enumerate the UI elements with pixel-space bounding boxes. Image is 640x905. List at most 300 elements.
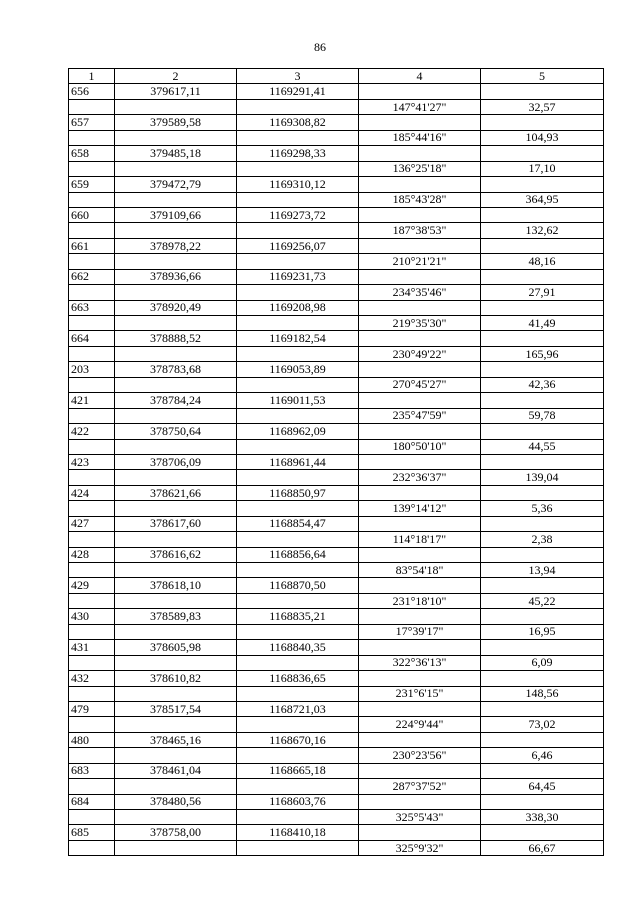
empty-cell [69, 840, 115, 855]
empty-cell [69, 439, 115, 454]
point-id-cell: 662 [69, 269, 115, 284]
empty-cell [115, 254, 237, 269]
bearing-angle-cell: 224°9'44" [359, 717, 481, 732]
empty-cell [69, 655, 115, 670]
empty-cell [115, 686, 237, 701]
empty-cell [237, 748, 359, 763]
empty-cell [359, 362, 481, 377]
segment-row [69, 254, 604, 269]
x-coordinate-cell: 378621,66 [115, 485, 237, 500]
empty-cell [237, 624, 359, 639]
empty-cell [69, 470, 115, 485]
point-row [69, 671, 604, 686]
x-coordinate-cell: 378465,16 [115, 732, 237, 747]
point-id-cell: 663 [69, 300, 115, 315]
point-row [69, 732, 604, 747]
empty-cell [237, 130, 359, 145]
empty-cell [115, 439, 237, 454]
segment-length-cell: 73,02 [481, 717, 604, 732]
point-id-cell: 658 [69, 146, 115, 161]
x-coordinate-cell: 378978,22 [115, 238, 237, 253]
empty-cell [481, 578, 604, 593]
empty-cell [359, 547, 481, 562]
point-row [69, 547, 604, 562]
empty-cell [69, 686, 115, 701]
empty-cell [359, 701, 481, 716]
x-coordinate-cell: 378589,83 [115, 609, 237, 624]
coordinates-table [68, 68, 604, 856]
segment-length-cell: 66,67 [481, 840, 604, 855]
empty-cell [481, 701, 604, 716]
x-coordinate-cell: 378758,00 [115, 825, 237, 840]
empty-cell [359, 485, 481, 500]
y-coordinate-cell: 1169291,41 [237, 84, 359, 99]
empty-cell [115, 285, 237, 300]
column-header-3: 3 [237, 69, 359, 84]
point-row [69, 207, 604, 222]
y-coordinate-cell: 1168835,21 [237, 609, 359, 624]
point-id-cell: 664 [69, 331, 115, 346]
y-coordinate-cell: 1168836,65 [237, 671, 359, 686]
empty-cell [359, 454, 481, 469]
point-row [69, 609, 604, 624]
empty-cell [359, 84, 481, 99]
x-coordinate-cell: 378616,62 [115, 547, 237, 562]
bearing-angle-cell: 230°23'56" [359, 748, 481, 763]
point-row [69, 115, 604, 130]
point-row [69, 300, 604, 315]
empty-cell [69, 624, 115, 639]
empty-cell [237, 717, 359, 732]
bearing-angle-cell: 234°35'46" [359, 285, 481, 300]
segment-row [69, 285, 604, 300]
segment-length-cell: 13,94 [481, 563, 604, 578]
y-coordinate-cell: 1168961,44 [237, 454, 359, 469]
point-row [69, 701, 604, 716]
empty-cell [359, 825, 481, 840]
empty-cell [359, 763, 481, 778]
empty-cell [237, 470, 359, 485]
empty-cell [69, 130, 115, 145]
empty-cell [115, 192, 237, 207]
segment-row [69, 408, 604, 423]
bearing-angle-cell: 235°47'59" [359, 408, 481, 423]
empty-cell [69, 717, 115, 732]
segment-row [69, 346, 604, 361]
empty-cell [115, 346, 237, 361]
empty-cell [115, 223, 237, 238]
segment-row [69, 593, 604, 608]
point-id-cell: 424 [69, 485, 115, 500]
empty-cell [69, 563, 115, 578]
empty-cell [115, 779, 237, 794]
x-coordinate-cell: 378784,24 [115, 393, 237, 408]
y-coordinate-cell: 1168854,47 [237, 516, 359, 531]
segment-length-cell: 104,93 [481, 130, 604, 145]
segment-length-cell: 32,57 [481, 99, 604, 114]
point-id-cell: 479 [69, 701, 115, 716]
segment-row [69, 316, 604, 331]
segment-length-cell: 59,78 [481, 408, 604, 423]
empty-cell [359, 671, 481, 686]
x-coordinate-cell: 379109,66 [115, 207, 237, 222]
point-row [69, 362, 604, 377]
y-coordinate-cell: 1169256,07 [237, 238, 359, 253]
empty-cell [69, 192, 115, 207]
empty-cell [115, 408, 237, 423]
empty-cell [481, 115, 604, 130]
empty-cell [115, 470, 237, 485]
segment-row [69, 470, 604, 485]
point-id-cell: 423 [69, 454, 115, 469]
segment-length-cell: 165,96 [481, 346, 604, 361]
empty-cell [69, 377, 115, 392]
segment-length-cell: 64,45 [481, 779, 604, 794]
y-coordinate-cell: 1168410,18 [237, 825, 359, 840]
column-header-4: 4 [359, 69, 481, 84]
y-coordinate-cell: 1168962,09 [237, 424, 359, 439]
point-id-cell: 685 [69, 825, 115, 840]
segment-length-cell: 44,55 [481, 439, 604, 454]
point-row [69, 177, 604, 192]
point-row [69, 763, 604, 778]
point-id-cell: 660 [69, 207, 115, 222]
empty-cell [481, 84, 604, 99]
segment-row [69, 810, 604, 825]
x-coordinate-cell: 379589,58 [115, 115, 237, 130]
bearing-angle-cell: 231°18'10" [359, 593, 481, 608]
bearing-angle-cell: 180°50'10" [359, 439, 481, 454]
empty-cell [237, 223, 359, 238]
point-row [69, 331, 604, 346]
x-coordinate-cell: 378920,49 [115, 300, 237, 315]
segment-length-cell: 139,04 [481, 470, 604, 485]
column-header-1: 1 [69, 69, 115, 84]
point-id-cell: 661 [69, 238, 115, 253]
empty-cell [359, 207, 481, 222]
x-coordinate-cell: 378888,52 [115, 331, 237, 346]
empty-cell [359, 516, 481, 531]
segment-length-cell: 5,36 [481, 501, 604, 516]
point-row [69, 640, 604, 655]
y-coordinate-cell: 1169298,33 [237, 146, 359, 161]
bearing-angle-cell: 270°45'27" [359, 377, 481, 392]
column-header-2: 2 [115, 69, 237, 84]
point-row [69, 485, 604, 500]
empty-cell [359, 393, 481, 408]
bearing-angle-cell: 232°36'37" [359, 470, 481, 485]
x-coordinate-cell: 378617,60 [115, 516, 237, 531]
empty-cell [115, 655, 237, 670]
point-id-cell: 683 [69, 763, 115, 778]
segment-row [69, 192, 604, 207]
empty-cell [237, 285, 359, 300]
bearing-angle-cell: 114°18'17" [359, 532, 481, 547]
empty-cell [481, 238, 604, 253]
empty-cell [237, 254, 359, 269]
empty-cell [481, 146, 604, 161]
empty-cell [359, 732, 481, 747]
point-id-cell: 431 [69, 640, 115, 655]
empty-cell [237, 316, 359, 331]
empty-cell [359, 424, 481, 439]
segment-row [69, 779, 604, 794]
segment-row [69, 130, 604, 145]
bearing-angle-cell: 136°25'18" [359, 161, 481, 176]
point-row [69, 794, 604, 809]
y-coordinate-cell: 1168870,50 [237, 578, 359, 593]
bearing-angle-cell: 231°6'15" [359, 686, 481, 701]
empty-cell [237, 810, 359, 825]
empty-cell [481, 331, 604, 346]
empty-cell [481, 516, 604, 531]
empty-cell [481, 424, 604, 439]
segment-row [69, 501, 604, 516]
bearing-angle-cell: 219°35'30" [359, 316, 481, 331]
empty-cell [115, 810, 237, 825]
empty-cell [69, 593, 115, 608]
segment-length-cell: 17,10 [481, 161, 604, 176]
empty-cell [115, 717, 237, 732]
bearing-angle-cell: 322°36'13" [359, 655, 481, 670]
point-row [69, 238, 604, 253]
empty-cell [69, 346, 115, 361]
empty-cell [115, 840, 237, 855]
segment-row [69, 686, 604, 701]
y-coordinate-cell: 1169053,89 [237, 362, 359, 377]
segment-length-cell: 41,49 [481, 316, 604, 331]
segment-row [69, 532, 604, 547]
empty-cell [115, 501, 237, 516]
empty-cell [359, 177, 481, 192]
bearing-angle-cell: 83°54'18" [359, 563, 481, 578]
point-row [69, 146, 604, 161]
empty-cell [237, 346, 359, 361]
empty-cell [69, 99, 115, 114]
segment-length-cell: 6,46 [481, 748, 604, 763]
empty-cell [237, 563, 359, 578]
empty-cell [481, 763, 604, 778]
empty-cell [359, 269, 481, 284]
x-coordinate-cell: 378618,10 [115, 578, 237, 593]
empty-cell [69, 748, 115, 763]
bearing-angle-cell: 287°37'52" [359, 779, 481, 794]
segment-length-cell: 338,30 [481, 810, 604, 825]
point-id-cell: 427 [69, 516, 115, 531]
empty-cell [237, 779, 359, 794]
point-row [69, 424, 604, 439]
x-coordinate-cell: 378750,64 [115, 424, 237, 439]
bearing-angle-cell: 185°43'28" [359, 192, 481, 207]
empty-cell [237, 501, 359, 516]
segment-length-cell: 132,62 [481, 223, 604, 238]
empty-cell [481, 300, 604, 315]
empty-cell [481, 671, 604, 686]
empty-cell [69, 501, 115, 516]
empty-cell [359, 794, 481, 809]
segment-row [69, 748, 604, 763]
bearing-angle-cell: 185°44'16" [359, 130, 481, 145]
empty-cell [481, 393, 604, 408]
empty-cell [359, 146, 481, 161]
x-coordinate-cell: 378517,54 [115, 701, 237, 716]
empty-cell [481, 485, 604, 500]
point-id-cell: 656 [69, 84, 115, 99]
empty-cell [237, 408, 359, 423]
empty-cell [481, 362, 604, 377]
point-id-cell: 429 [69, 578, 115, 593]
point-id-cell: 430 [69, 609, 115, 624]
empty-cell [69, 223, 115, 238]
point-id-cell: 659 [69, 177, 115, 192]
empty-cell [237, 439, 359, 454]
y-coordinate-cell: 1168603,76 [237, 794, 359, 809]
x-coordinate-cell: 378605,98 [115, 640, 237, 655]
point-id-cell: 428 [69, 547, 115, 562]
empty-cell [359, 578, 481, 593]
empty-cell [237, 99, 359, 114]
empty-cell [69, 408, 115, 423]
y-coordinate-cell: 1169308,82 [237, 115, 359, 130]
header-row [69, 69, 604, 84]
empty-cell [481, 825, 604, 840]
point-row [69, 84, 604, 99]
empty-cell [481, 177, 604, 192]
empty-cell [359, 300, 481, 315]
empty-cell [237, 840, 359, 855]
x-coordinate-cell: 379472,79 [115, 177, 237, 192]
empty-cell [481, 547, 604, 562]
segment-length-cell: 2,38 [481, 532, 604, 547]
bearing-angle-cell: 17°39'17" [359, 624, 481, 639]
bearing-angle-cell: 230°49'22" [359, 346, 481, 361]
x-coordinate-cell: 378610,82 [115, 671, 237, 686]
empty-cell [237, 686, 359, 701]
empty-cell [69, 532, 115, 547]
empty-cell [115, 130, 237, 145]
y-coordinate-cell: 1169310,12 [237, 177, 359, 192]
y-coordinate-cell: 1168670,16 [237, 732, 359, 747]
y-coordinate-cell: 1169208,98 [237, 300, 359, 315]
empty-cell [481, 609, 604, 624]
point-row [69, 269, 604, 284]
empty-cell [69, 779, 115, 794]
point-row [69, 454, 604, 469]
empty-cell [115, 748, 237, 763]
column-header-5: 5 [481, 69, 604, 84]
empty-cell [115, 563, 237, 578]
y-coordinate-cell: 1168665,18 [237, 763, 359, 778]
segment-row [69, 655, 604, 670]
x-coordinate-cell: 378783,68 [115, 362, 237, 377]
empty-cell [481, 732, 604, 747]
page-number: 86 [314, 40, 326, 54]
segment-length-cell: 42,36 [481, 377, 604, 392]
point-id-cell: 657 [69, 115, 115, 130]
point-row [69, 578, 604, 593]
point-id-cell: 432 [69, 671, 115, 686]
x-coordinate-cell: 378706,09 [115, 454, 237, 469]
empty-cell [481, 269, 604, 284]
segment-length-cell: 27,91 [481, 285, 604, 300]
point-row [69, 516, 604, 531]
point-id-cell: 422 [69, 424, 115, 439]
empty-cell [359, 640, 481, 655]
segment-length-cell: 45,22 [481, 593, 604, 608]
empty-cell [481, 207, 604, 222]
point-row [69, 825, 604, 840]
empty-cell [69, 161, 115, 176]
bearing-angle-cell: 139°14'12" [359, 501, 481, 516]
y-coordinate-cell: 1169182,54 [237, 331, 359, 346]
empty-cell [481, 454, 604, 469]
y-coordinate-cell: 1169011,53 [237, 393, 359, 408]
segment-length-cell: 364,95 [481, 192, 604, 207]
point-id-cell: 421 [69, 393, 115, 408]
empty-cell [359, 115, 481, 130]
empty-cell [69, 316, 115, 331]
empty-cell [481, 640, 604, 655]
empty-cell [359, 238, 481, 253]
segment-row [69, 377, 604, 392]
empty-cell [237, 532, 359, 547]
empty-cell [481, 794, 604, 809]
bearing-angle-cell: 325°5'43" [359, 810, 481, 825]
x-coordinate-cell: 379617,11 [115, 84, 237, 99]
bearing-angle-cell: 187°38'53" [359, 223, 481, 238]
segment-row [69, 840, 604, 855]
empty-cell [237, 377, 359, 392]
empty-cell [115, 161, 237, 176]
y-coordinate-cell: 1168840,35 [237, 640, 359, 655]
empty-cell [69, 810, 115, 825]
empty-cell [237, 192, 359, 207]
x-coordinate-cell: 378936,66 [115, 269, 237, 284]
empty-cell [115, 532, 237, 547]
segment-row [69, 717, 604, 732]
empty-cell [115, 624, 237, 639]
point-row [69, 393, 604, 408]
bearing-angle-cell: 147°41'27" [359, 99, 481, 114]
segment-row [69, 161, 604, 176]
segment-row [69, 439, 604, 454]
segment-row [69, 563, 604, 578]
x-coordinate-cell: 379485,18 [115, 146, 237, 161]
segment-row [69, 223, 604, 238]
y-coordinate-cell: 1169231,73 [237, 269, 359, 284]
y-coordinate-cell: 1168850,97 [237, 485, 359, 500]
segment-row [69, 624, 604, 639]
point-id-cell: 480 [69, 732, 115, 747]
empty-cell [359, 331, 481, 346]
empty-cell [115, 377, 237, 392]
empty-cell [237, 161, 359, 176]
empty-cell [359, 609, 481, 624]
segment-length-cell: 6,09 [481, 655, 604, 670]
y-coordinate-cell: 1168856,64 [237, 547, 359, 562]
empty-cell [115, 99, 237, 114]
segment-length-cell: 148,56 [481, 686, 604, 701]
point-id-cell: 684 [69, 794, 115, 809]
empty-cell [237, 593, 359, 608]
x-coordinate-cell: 378461,04 [115, 763, 237, 778]
empty-cell [69, 254, 115, 269]
segment-length-cell: 48,16 [481, 254, 604, 269]
y-coordinate-cell: 1168721,03 [237, 701, 359, 716]
x-coordinate-cell: 378480,56 [115, 794, 237, 809]
point-id-cell: 203 [69, 362, 115, 377]
segment-length-cell: 16,95 [481, 624, 604, 639]
